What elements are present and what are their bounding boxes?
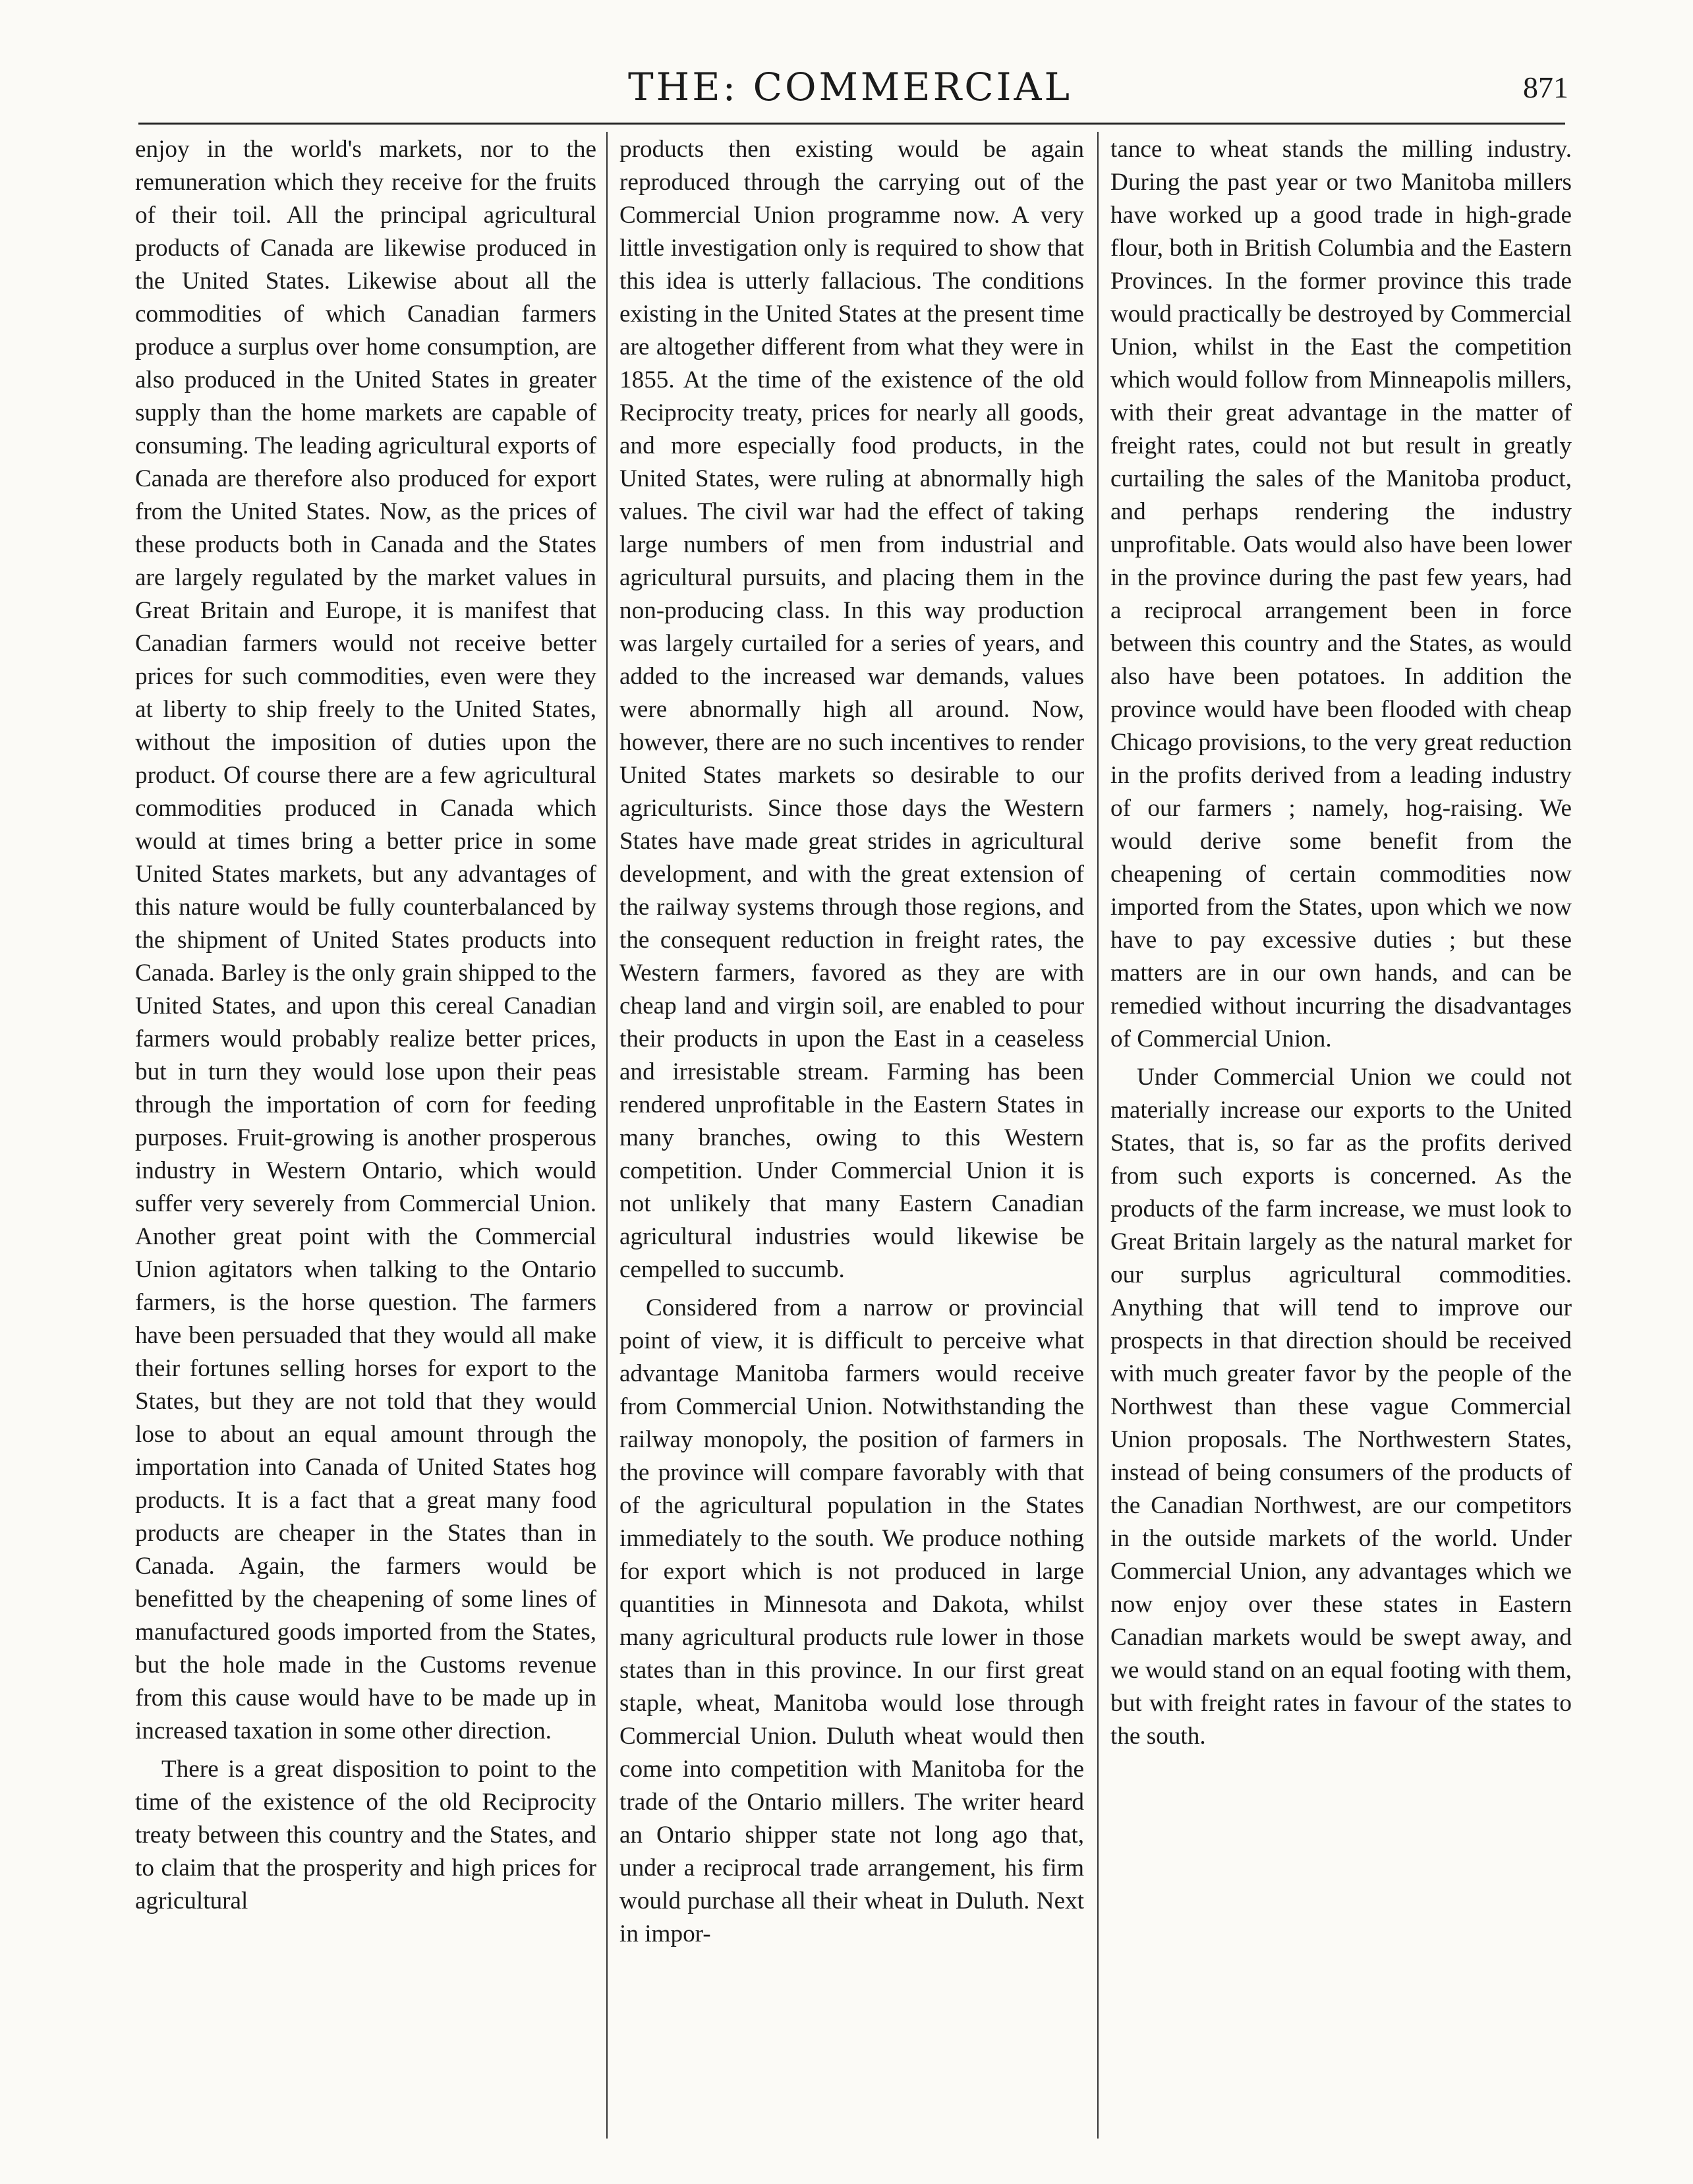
text-column-3	[1110, 133, 1572, 2120]
text-column-2	[619, 133, 1084, 2120]
paragraph: tance to wheat stands the milling industry. During the past year or two Manitoba millers have worked up a good trade in high-grade flour, both in British Columbia and the Eastern Provinces. In the former province this trade would practically be destroyed by Commercial Union, whilst in the East the competition which would follow from Minneapolis millers, with their great advantage in the matter of freight rates, could not but result in greatly curtailing the sales of the Manitoba product, and perhaps rendering the industry unprofitable. Oats would also have been lower in the province during the past few years, had a reciprocal arrangement been in force between this country and the States, as would also have been potatoes. In addition the province would have been flooded with cheap Chicago provisions, to the very great reduction in the profits derived from a leading industry of our farmers ; namely, hog-raising. We would derive some benefit from the cheapening of certain commodities now imported from the States, upon which we now have to pay excessive duties ; but these matters are in our own hands, and can be remedied without incurring the disadvantages of Commercial Union.	[1110, 136, 1572, 1052]
page-number: 871	[1523, 71, 1568, 104]
paragraph: Considered from a narrow or provincial point of view, it is difficult to perceive what advantage Manitoba farmers would receive from Commercial Union. Notwithstanding the railway monopoly, the position of farmers in the province will compare favorably with that of the agricultural population in the States immediately to the south. We produce nothing for export which is not produced in large quantities in Minnesota and Dakota, whilst many agricultural products rule lower in those states than in this province. In our first great staple, wheat, Manitoba would lose through Commercial Union. Duluth wheat would then come into competition with Manitoba for the trade of the Ontario millers. The writer heard an Ontario shipper state not long ago that, under a reciprocal trade arrangement, his firm would purchase all their wheat in Duluth. Next in impor-	[619, 1294, 1084, 1947]
paragraph: products then existing would be again reproduced through the carrying out of the Commercial Union programme now. A very little investigation only is required to show that this idea is utterly fallacious. The conditions existing in the United States at the present time are altogether different from what they were in 1855. At the time of the existence of the old Reciprocity treaty, prices for nearly all goods, and more especially food products, in the United States, were ruling at abnormally high values. The civil war had the effect of taking large numbers of men from industrial and agricultural pursuits, and placing them in the non-producing class. In this way production was largely curtailed for a series of years, and added to the increased war demands, values were abnormally high all around. Now, however, there are no such incentives to render United States markets so desirable to our agriculturists. Since those days the Western States have made great strides in agricultural development, and with the great extension of the railway systems through those regions, and the consequent reduction in freight rates, the Western farmers, favored as they are with cheap land and virgin soil, are enabled to pour their products in upon the East in a ceaseless and irresistable stream. Farming has been rendered unprofitable in the Eastern States in many branches, owing to this Western competition. Under Commercial Union it is not unlikely that many Eastern Canadian agricultural industries would likewise be cempelled to succumb.	[619, 136, 1084, 1283]
page-header	[132, 61, 1568, 120]
header-rule	[138, 123, 1565, 125]
column-divider	[606, 132, 608, 2139]
paragraph: enjoy in the world's markets, nor to the remuneration which they receive for the fruits of their toil. All the principal agricultural products of Canada are likewise produced in the United States. Likewise about all the commodities of which Canadian farmers produce a surplus over home consumption, are also produced in the United States in greater supply than the home markets are capable of consuming. The leading agricultural exports of Canada are therefore also produced for export from the United States. Now, as the prices of these products both in Canada and the States are largely regulated by the market values in Great Britain and Europe, it is manifest that Canadian farmers would not receive better prices for such commodities, even were they at liberty to ship freely to the United States, without the imposition of duties upon the product. Of course there are a few agricultural commodities produced in Canada which would at times bring a better price in some United States markets, but any advantages of this nature would be fully counterbalanced by the shipment of United States products into Canada. Barley is the only grain shipped to the United States, and upon this cereal Canadian farmers would probably realize better prices, but in turn they would lose upon their peas through the importation of corn for feeding purposes. Fruit-growing is another prosperous industry in Western Ontario, which would suffer very severely from Commercial Union. Another great point with the Commercial Union agitators when talking to the Ontario farmers, is the horse question. The farmers have been persuaded that they would all make their fortunes selling horses for export to the States, but they are not told that they would lose to about an equal amount through the importation into Canada of United States hog products. It is a fact that a great many food products are cheaper in the States than in Canada. Again, the farmers would be benefitted by the cheapening of some lines of manufactured goods imported from the States, but the hole made in the Customs revenue from this cause would have to be made up in increased taxation in some other direction.	[135, 136, 596, 1744]
paragraph: There is a great disposition to point to the time of the existence of the old Reciprocity treaty between this country and the States, and to claim that the prosperity and high prices for agricultural	[135, 1756, 596, 1914]
paragraph: Under Commercial Union we could not materially increase our exports to the United States, that is, so far as the profits derived from such exports is concerned. As the products of the farm increase, we must look to Great Britain largely as the natural market for our surplus agricultural commodities. Anything that will tend to improve our prospects in that direction should be received with much greater favor by the people of the Northwest than these vague Commercial Union proposals. The Northwestern States, instead of being consumers of the products of the Canadian Northwest, are our competitors in the outside markets of the world. Under Commercial Union, any advantages which we now enjoy over these states in Eastern Canadian markets would be swept away, and we would stand on an equal footing with them, but with freight rates in favour of the states to the south.	[1110, 1064, 1572, 1750]
column-divider	[1097, 132, 1099, 2139]
text-column-1	[135, 133, 596, 2120]
masthead-title: THE: COMMERCIAL	[628, 65, 1072, 109]
